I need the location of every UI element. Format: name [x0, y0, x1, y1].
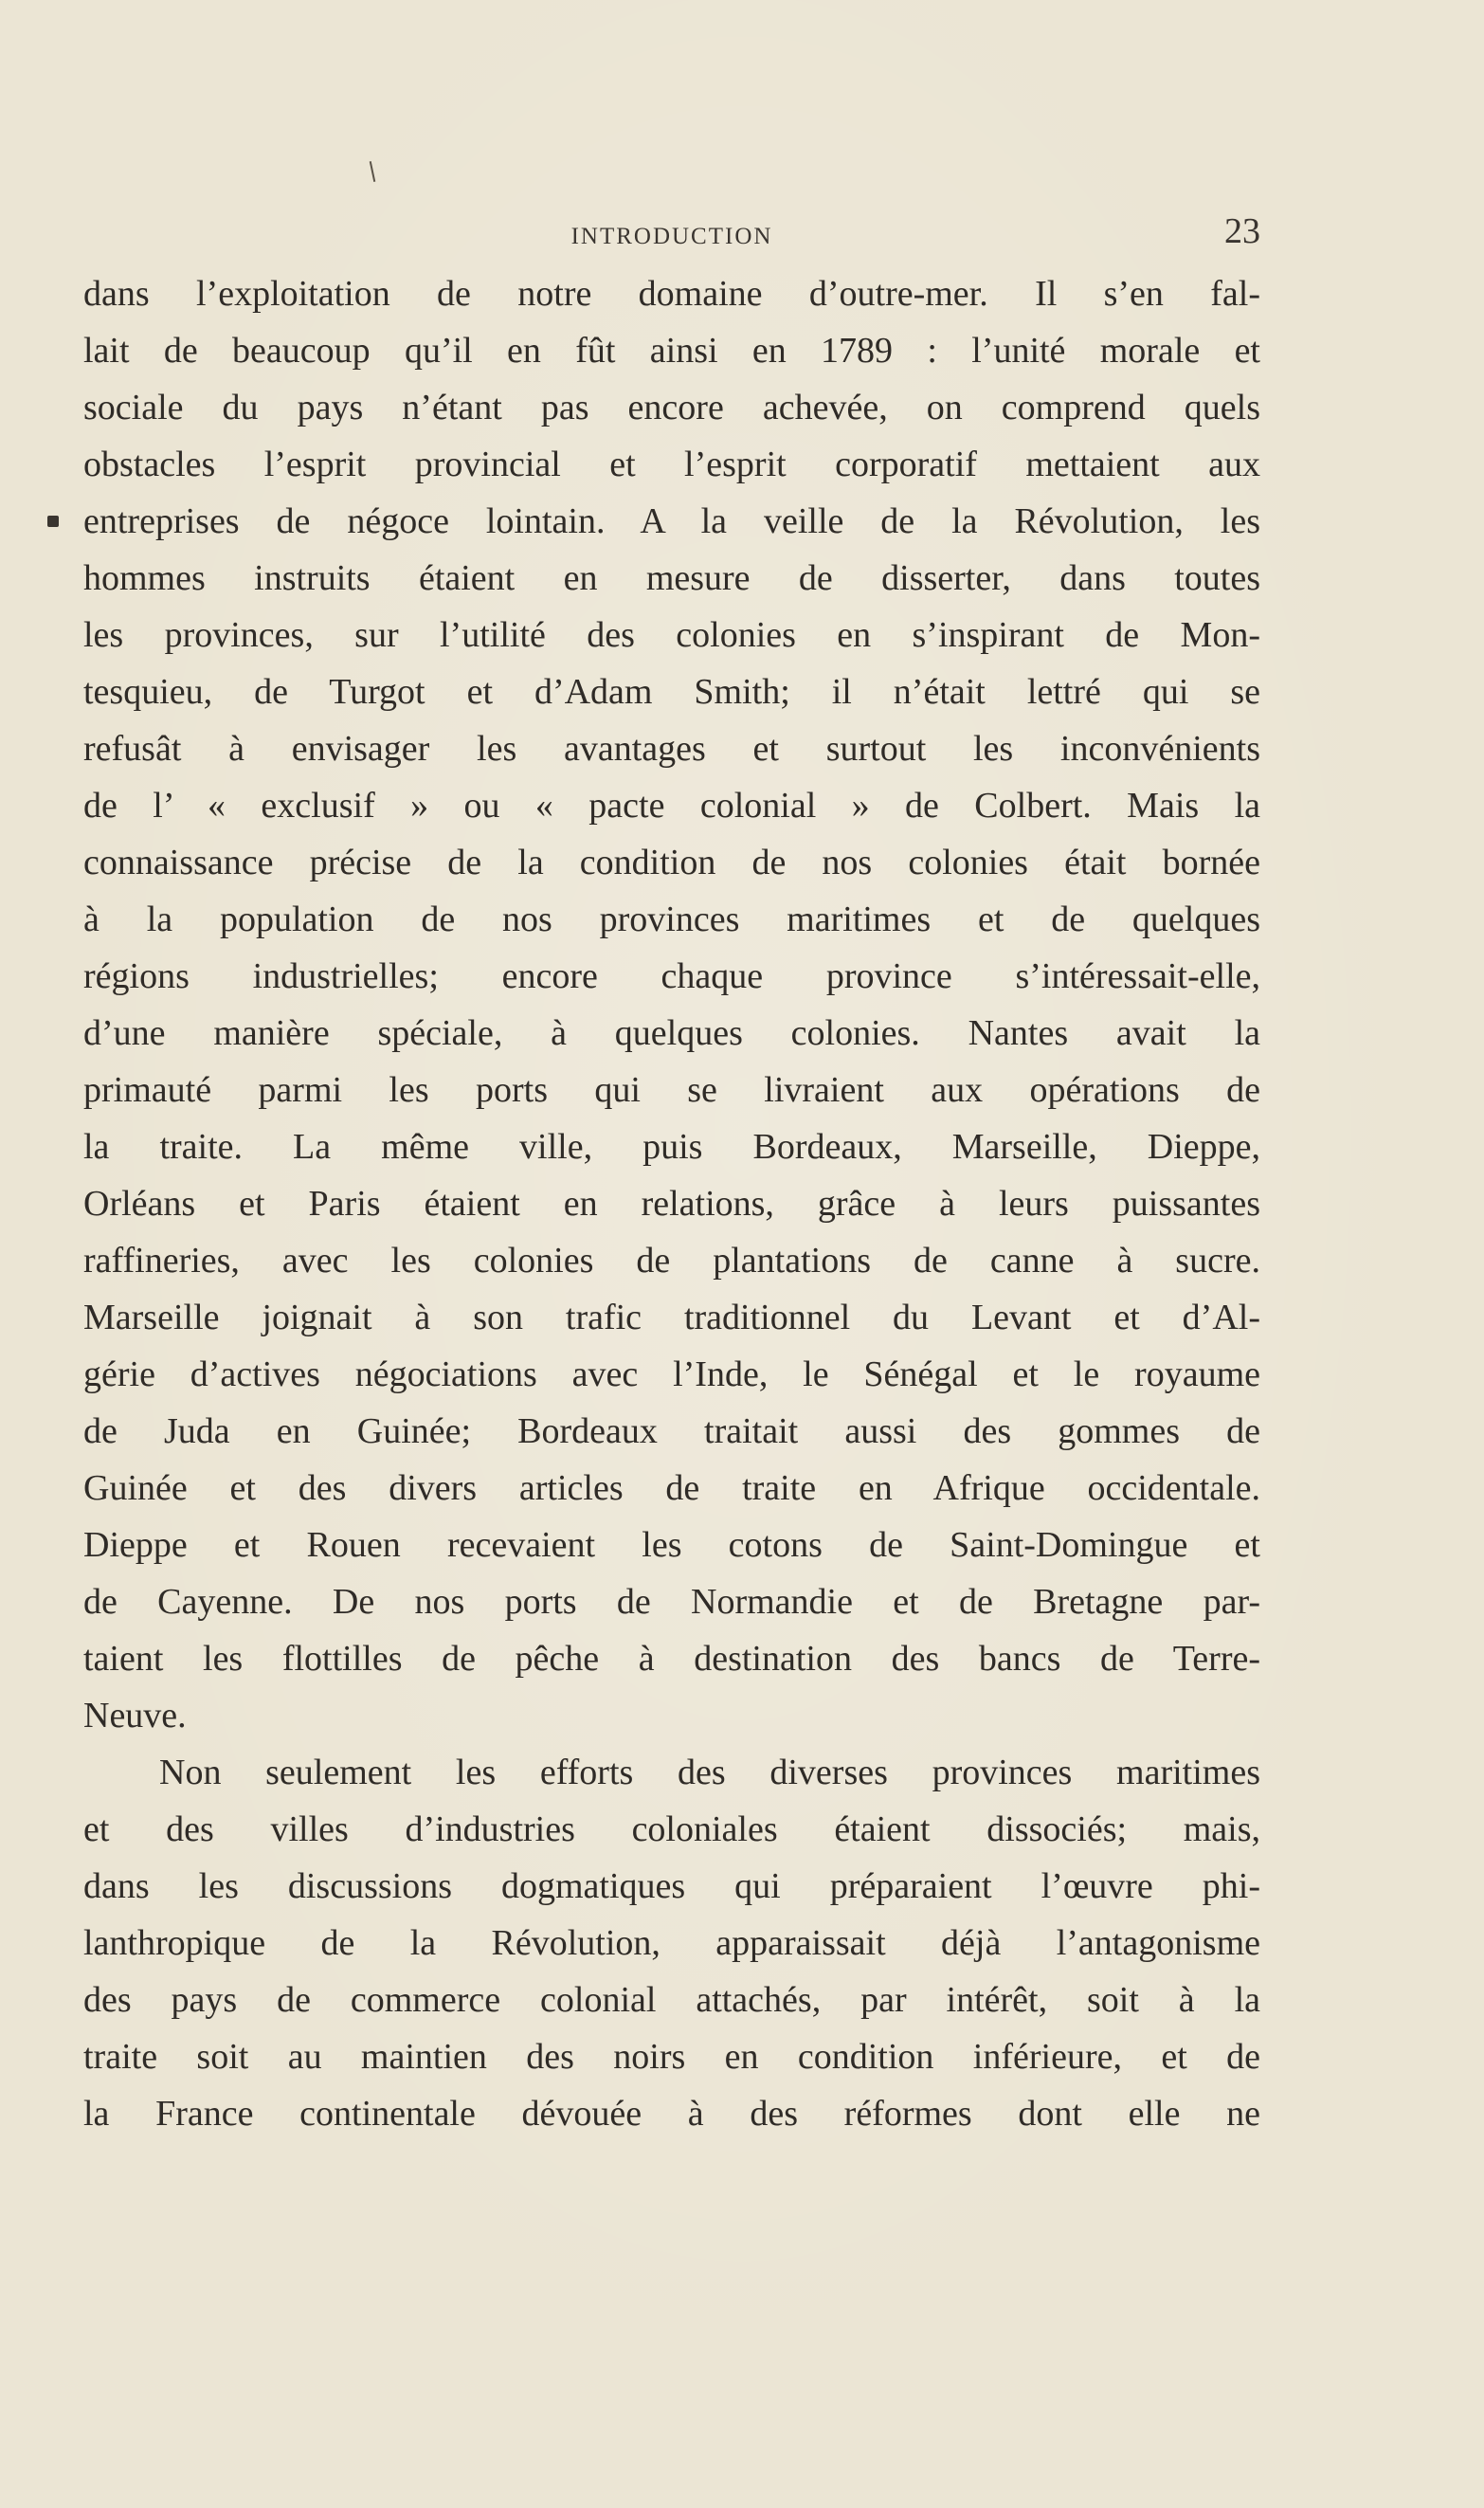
paragraph-1	[83, 265, 1260, 1744]
text-line: obstacles l’esprit provincial et l’esprit corporatif mettaient aux	[83, 445, 1260, 484]
text-line: Orléans et Paris étaient en relations, grâce à leurs puissantes	[83, 1184, 1260, 1224]
text-line: connaissance précise de la condition de nos colonies était bornée	[83, 843, 1260, 882]
text-line: lait de beaucoup qu’il en fût ainsi en 1789 : l’unité morale et	[83, 331, 1260, 371]
running-head	[83, 211, 1260, 258]
text-line: hommes instruits étaient en mesure de disserter, dans toutes	[83, 558, 1260, 598]
body-text	[83, 265, 1260, 2142]
text-line: gérie d’actives négociations avec l’Inde, le Sénégal et le royaume	[83, 1354, 1260, 1394]
text-line: sociale du pays n’étant pas encore achevée, on comprend quels	[83, 388, 1260, 427]
text-line: entreprises de négoce lointain. A la veille de la Révolution, les	[83, 501, 1260, 541]
text-line: la France continentale dévouée à des réformes dont elle ne	[83, 2094, 1260, 2134]
text-line: Guinée et des divers articles de traite en Afrique occidentale.	[83, 1468, 1260, 1508]
text-line: Non seulement les efforts des diverses provinces maritimes	[159, 1753, 1260, 1792]
text-line: la traite. La même ville, puis Bordeaux, Marseille, Dieppe,	[83, 1127, 1260, 1167]
text-line: primauté parmi les ports qui se livraient aux opérations de	[83, 1070, 1260, 1110]
text-line: des pays de commerce colonial attachés, par intérêt, soit à la	[83, 1980, 1260, 2020]
running-title: INTRODUCTION	[570, 224, 773, 249]
paragraph-2	[83, 1744, 1260, 2142]
text-line: refusât à envisager les avantages et surtout les inconvénients	[83, 729, 1260, 769]
text-line: Dieppe et Rouen recevaient les cotons de Saint-Domingue et	[83, 1525, 1260, 1565]
text-line: dans les discussions dogmatiques qui préparaient l’œuvre phi-	[83, 1866, 1260, 1906]
text-line: Marseille joignait à son trafic traditionnel du Levant et d’Al-	[83, 1298, 1260, 1337]
margin-mark	[370, 161, 376, 182]
text-line: Neuve.	[83, 1696, 187, 1736]
text-line: de Cayenne. De nos ports de Normandie et de Bretagne par-	[83, 1582, 1260, 1622]
text-line: et des villes d’industries coloniales étaient dissociés; mais,	[83, 1809, 1260, 1849]
text-line: régions industrielles; encore chaque province s’intéressait-elle,	[83, 956, 1260, 996]
text-line: de l’ « exclusif » ou « pacte colonial » de Colbert. Mais la	[83, 786, 1260, 826]
text-line: de Juda en Guinée; Bordeaux traitait aussi des gommes de	[83, 1411, 1260, 1451]
text-line: lanthropique de la Révolution, apparaissait déjà l’antagonisme	[83, 1923, 1260, 1963]
text-line: d’une manière spéciale, à quelques colonies. Nantes avait la	[83, 1013, 1260, 1053]
text-line: dans l’exploitation de notre domaine d’outre-mer. Il s’en fal-	[83, 274, 1260, 314]
margin-bullet-icon	[47, 516, 59, 527]
text-line: tesquieu, de Turgot et d’Adam Smith; il n’était lettré qui se	[83, 672, 1260, 712]
text-line: à la population de nos provinces maritimes et de quelques	[83, 900, 1260, 939]
text-line: traite soit au maintien des noirs en condition inférieure, et de	[83, 2037, 1260, 2077]
text-line: taient les flottilles de pêche à destination des bancs de Terre-	[83, 1639, 1260, 1679]
text-line: raffineries, avec les colonies de plantations de canne à sucre.	[83, 1241, 1260, 1281]
text-line: les provinces, sur l’utilité des colonies en s’inspirant de Mon-	[83, 615, 1260, 655]
page-number: 23	[1224, 211, 1260, 251]
